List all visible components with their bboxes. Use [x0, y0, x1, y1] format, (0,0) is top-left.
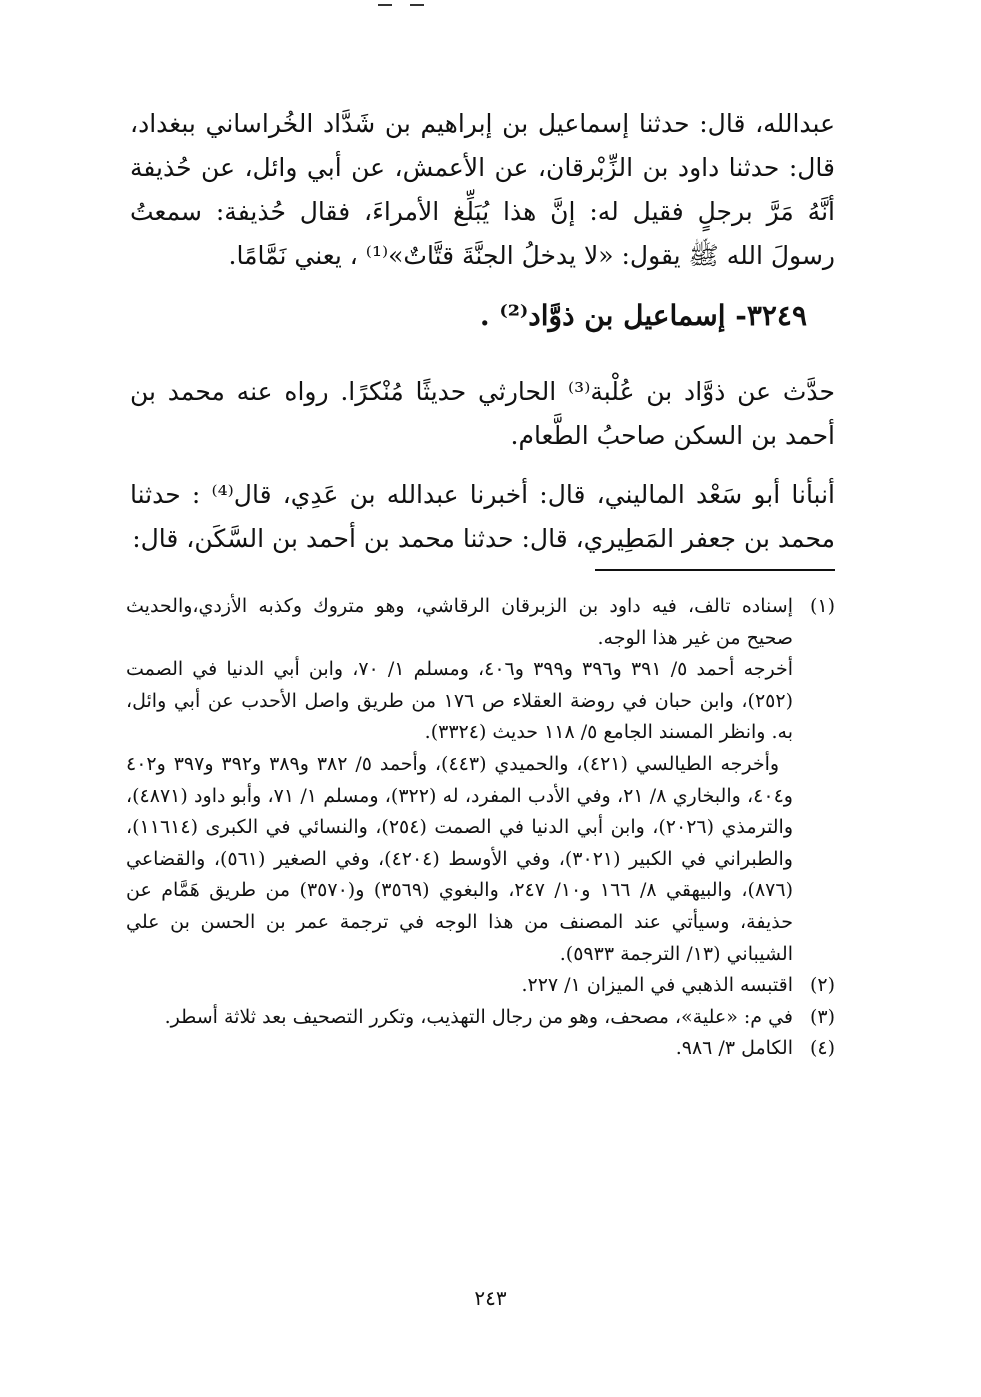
- isnad-text: أنبأنا أبو سَعْد الماليني، قال: أخبرنا عبدالله بن عَدِي، قال⁽⁴⁾ : حدثنا محمد بن جعفر المَطِيري، قال: حدثنا محمد بن أحمد بن السَّكَن، قال:: [130, 480, 836, 553]
- biography-text: حدَّث عن ذوَّاد بن عُلْبة⁽³⁾ الحارثي حديثًا مُنْكرًا. رواه عنه محمد بن أحمد بن السكن صاحبُ الطَّعام.: [130, 377, 835, 450]
- hadith-text: عبدالله، قال: حدثنا إسماعيل بن إبراهيم بن شَدَّاد الخُراساني ببغداد، قال: حدثنا داود بن الزِّبْرقان، عن الأعمش، عن أبي وائل، عن حُذيفة أنَّهُ مَرَّ برجلٍ فقيل له: إنَّ هذا يُبَلِّغ الأمراءَ، فقال حُذيفة: سمعتُ رسولَ الله ﷺ يقول: «لا يدخلُ الجنَّةَ قتَّاتٌ»⁽¹⁾ ، يعني نَمَّامًا.: [130, 109, 835, 270]
- footnote-text: أخرجه أحمد ٥/ ٣٩١ و٣٩٦ و٣٩٩ و٤٠٦، ومسلم ١/ ٧٠، وابن أبي الدنيا في الصمت (٢٥٢)، وابن حبان في روضة العقلاء ص ١٧٦ من طريق واصل الأحدب عن أبي وائل، به. وانظر المسند الجامع ٥/ ١١٨ حديث (٣٣٢٤).: [126, 658, 794, 744]
- footnote-text: الكامل ٣/ ٩٨٦.: [675, 1037, 793, 1060]
- footnote-number: (٣): [809, 1005, 835, 1028]
- entry-heading: ٣٢٤٩- إسماعيل بن ذوَّاد⁽²⁾ .: [479, 299, 807, 332]
- footnote-4: [126, 1033, 835, 1065]
- footnote-text: إسناده تالف، فيه داود بن الزبرقان الرقاشي، وهو متروك وكذبه الأزدي،والحديث صحيح من غير هذا الوجه.: [126, 595, 793, 649]
- hadith-paragraph: [130, 102, 835, 278]
- footnote-text: اقتبسه الذهبي في الميزان ١/ ٢٢٧.: [521, 974, 793, 997]
- page-number: ٢٤٣: [474, 1286, 507, 1310]
- footnote-divider: [595, 569, 835, 571]
- footnote-number: (١): [809, 595, 835, 617]
- footnote-1: [126, 591, 835, 970]
- isnad-paragraph: [130, 473, 835, 561]
- footnotes: [126, 591, 835, 1065]
- footnote-body: [126, 1002, 793, 1034]
- biography-paragraph: [130, 370, 835, 458]
- footnote-2: [126, 970, 835, 1002]
- footnote-number: (٢): [809, 974, 835, 997]
- footnote-number: (٤): [809, 1037, 835, 1060]
- footnote-text: وأخرجه الطيالسي (٤٢١)، والحميدي (٤٤٣)، وأحمد ٥/ ٣٨٢ و٣٨٩ و٣٩٢ و٣٩٧ و٤٠٢ و٤٠٤، والبخاري ٨/ ٢١، وفي الأدب المفرد، له (٣٢٢)، ومسلم ١/ ٧١، وأبو داود (٤٨٧١)، والترمذي (٢٠٢٦)، وابن أبي الدنيا في الصمت (٢٥٤)، والنسائي في الكبرى (١١٦١٤)، والطبراني في الكبير (٣٠٢١)، وفي الأوسط (٤٢٠٤)، وفي الصغير (٥٦١)، والقضاعي (٨٧٦)، والبيهقي ٨/ ١٦٦ و١٠/ ٢٤٧، والبغوي (٣٥٦٩) و(٣٥٧٠) من طريق هَمَّام عن حذيفة، وسيأتي عند المصنف من هذا الوجه في ترجمة عمر بن الحسن بن علي الشيباني (١٣/ الترجمة ٥٩٣٣).: [126, 752, 793, 965]
- footnote-body: [126, 591, 793, 970]
- footnote-body: [126, 970, 793, 1002]
- footnote-text: في م: «علية»، مصحف، وهو من رجال التهذيب، وتكرر التصحيف بعد ثلاثة أسطر.: [164, 1005, 793, 1028]
- page-edge-mark: [378, 4, 424, 8]
- footnote-body: [126, 1033, 793, 1065]
- footnote-3: [126, 1002, 835, 1034]
